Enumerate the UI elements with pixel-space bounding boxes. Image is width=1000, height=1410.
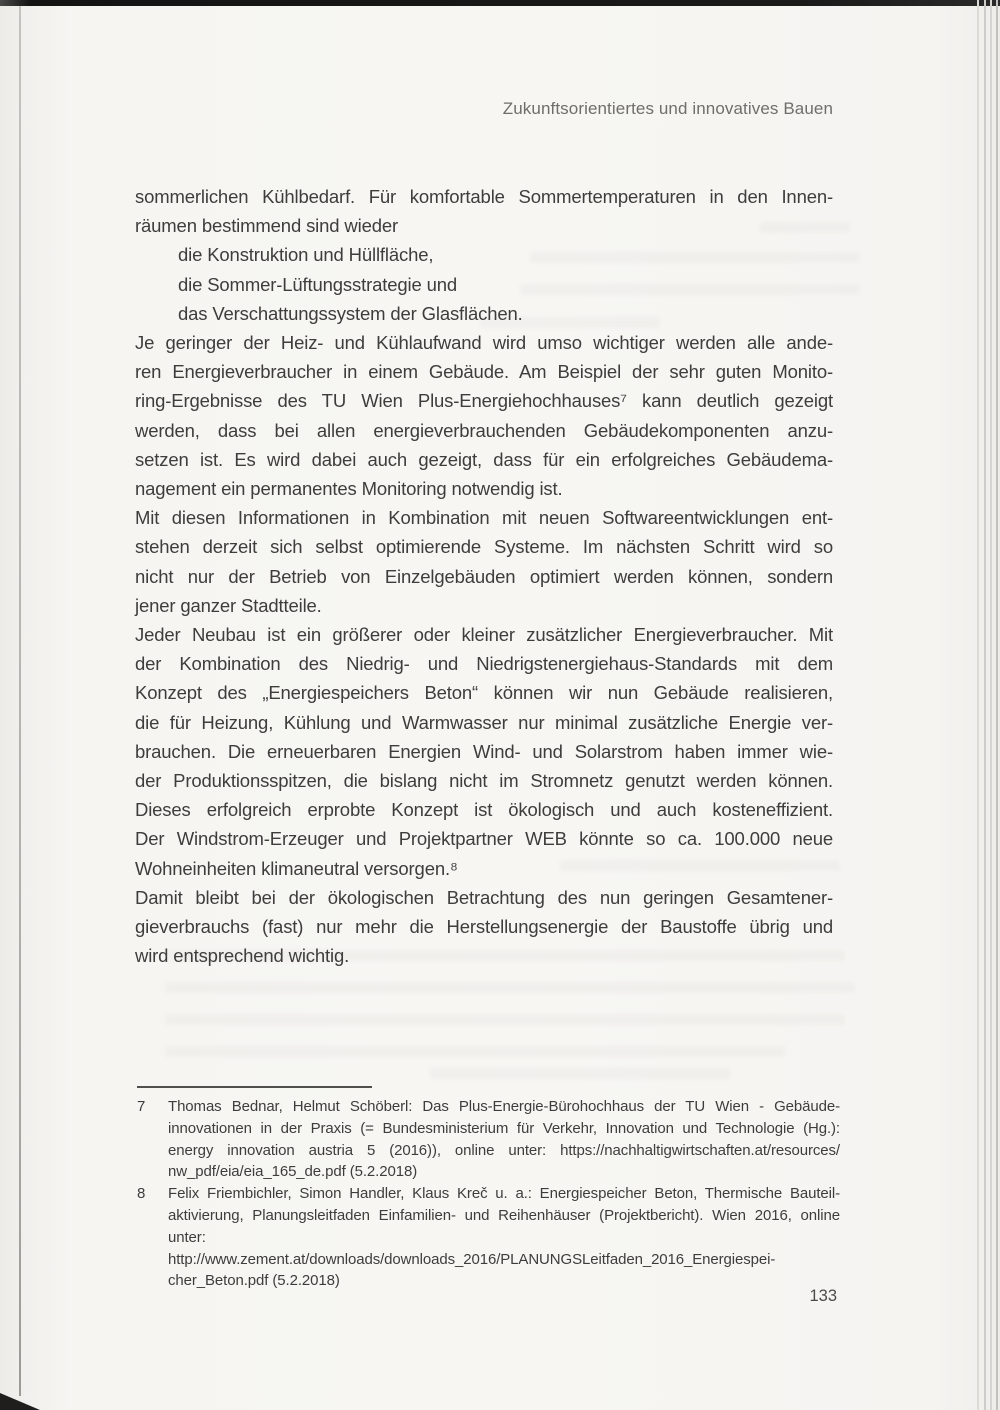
footnote-line: Felix Friembichler, Simon Handler, Klaus Kreč u. a.: Energiespeicher Beton, Thermische Bauteil- — [168, 1185, 840, 1203]
footnote-line: unter: — [168, 1228, 206, 1246]
footnote-number: 7 — [137, 1098, 146, 1115]
body-line: jener ganzer Stadtteile. — [135, 594, 322, 616]
body-line: räumen bestimmend sind wieder — [135, 215, 398, 237]
page-stack-edge — [984, 0, 986, 1410]
footnote-rule — [137, 1086, 372, 1088]
footnote-line: innovationen in der Praxis (= Bundesministerium für Verkehr, Innovation und Technologie (Hg.): — [168, 1119, 840, 1137]
body-line: Konzept des „Energiespeichers Beton“ können wir nun Gebäude realisieren, — [135, 682, 833, 704]
body-line: der Produktionsspitzen, die bislang nicht im Stromnetz genutzt werden können. — [135, 770, 833, 792]
body-line: ren Energieverbraucher in einem Gebäude. Am Beispiel der sehr guten Monito- — [135, 361, 833, 383]
bottom-corner-shadow — [0, 1393, 40, 1410]
scan-top-edge — [0, 0, 1000, 6]
body-line: die für Heizung, Kühlung und Warmwasser nur minimal zusätzliche Energie ver- — [135, 711, 833, 733]
body-line: wird entsprechend wichtig. — [135, 945, 350, 967]
body-line: Je geringer der Heiz- und Kühlaufwand wird umso wichtiger werden alle ande- — [135, 332, 833, 354]
page-stack-edge — [996, 0, 998, 1410]
body-line: der Kombination des Niedrig- und Niedrigstenergiehaus-Standards mit dem — [135, 653, 833, 675]
body-line: brauchen. Die erneuerbaren Energien Wind- und Solarstrom haben immer wie- — [135, 740, 833, 762]
page-number: 133 — [809, 1287, 837, 1305]
footnote-line: http://www.zement.at/downloads/downloads_2016/PLANUNGSLeitfaden_2016_Energiespei- — [168, 1250, 776, 1268]
body-line: Wohneinheiten klimaneutral versorgen.⁸ — [135, 857, 458, 879]
page-stack-edge — [977, 0, 979, 1410]
footnote-line: aktivierung, Planungsleitfaden Einfamilien- und Reihenhäuser (Projektbericht). Wien 2016, online — [168, 1206, 840, 1224]
footnote-body — [168, 1183, 840, 1292]
body-line: gieverbrauchs (fast) nur mehr die Herstellungsenergie der Baustoffe übrig und — [135, 916, 833, 938]
body-line: werden, dass bei allen energieverbrauchenden Gebäudekomponenten anzu- — [135, 419, 833, 441]
footnote — [137, 1183, 840, 1292]
show-through-line — [165, 1046, 785, 1057]
footnotes — [137, 1096, 840, 1292]
footnote-body — [168, 1096, 840, 1183]
body-line: die Konstruktion und Hüllfläche, — [178, 244, 434, 266]
footnote — [137, 1096, 840, 1183]
body-line: nagement ein permanentes Monitoring notwendig ist. — [135, 478, 563, 500]
body-line: das Verschattungssystem der Glasflächen. — [178, 302, 523, 324]
body-line: die Sommer-Lüftungsstrategie und — [178, 273, 458, 295]
running-header: Zukunftsorientiertes und innovatives Bauen — [502, 99, 833, 118]
show-through-line — [430, 1068, 730, 1079]
body-line: Damit bleibt bei der ökologischen Betrachtung des nun geringen Gesamtener- — [135, 886, 833, 908]
footnote-line: nw_pdf/eia/eia_165_de.pdf (5.2.2018) — [168, 1163, 418, 1181]
body-line: Jeder Neubau ist ein größerer oder kleiner zusätzlicher Energieverbraucher. Mit — [135, 624, 833, 646]
show-through-line — [165, 1014, 845, 1025]
page-stack-edge — [990, 0, 992, 1410]
footnote-line: Thomas Bednar, Helmut Schöberl: Das Plus-Energie-Bürohochhaus der TU Wien - Gebäude- — [168, 1098, 840, 1115]
body-line: stehen derzeit sich selbst optimierende Systeme. Im nächsten Schritt wird so — [135, 536, 833, 558]
page-gutter-line — [19, 6, 21, 1396]
body-line: sommerlichen Kühlbedarf. Für komfortable Sommertemperaturen in den Innen- — [135, 186, 833, 207]
body-line: Dieses erfolgreich erprobte Konzept ist ökologisch und auch kosteneffizient. — [135, 799, 833, 821]
body-line: Mit diesen Informationen in Kombination mit neuen Softwareentwicklungen ent- — [135, 507, 833, 529]
body-line: Der Windstrom-Erzeuger und Projektpartner WEB könnte so ca. 100.000 neue — [135, 828, 833, 850]
body-text — [135, 182, 833, 970]
footnote-line: cher_Beton.pdf (5.2.2018) — [168, 1272, 340, 1290]
body-line: nicht nur der Betrieb von Einzelgebäuden optimiert werden können, sondern — [135, 565, 833, 587]
body-line: ring-Ergebnisse des TU Wien Plus-Energiehochhauses⁷ kann deutlich gezeigt — [135, 390, 833, 412]
footnote-line: energy innovation austria 5 (2016)), online unter: https://nachhaltigwirtschaften.at/resources/ — [168, 1141, 840, 1159]
body-line: setzen ist. Es wird dabei auch gezeigt, dass für ein erfolgreiches Gebäudema- — [135, 448, 833, 470]
show-through-line — [165, 982, 855, 993]
footnote-number: 8 — [137, 1185, 146, 1203]
